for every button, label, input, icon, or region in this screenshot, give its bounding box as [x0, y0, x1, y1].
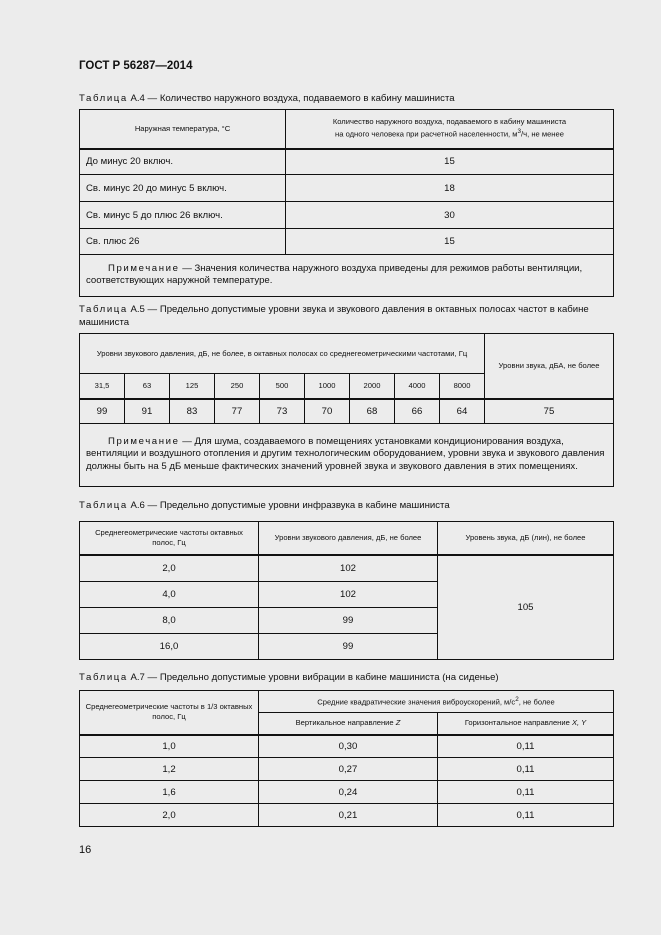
table-row: Св. минус 5 до плюс 26 включ. 30: [80, 202, 614, 229]
table-row: 8,0 99: [80, 608, 614, 634]
table-a6-col3-header: Уровень звука, дБ (лин), не более: [438, 522, 614, 555]
table-row: 1,6 0,24 0,11: [80, 781, 614, 804]
table-a6: [79, 521, 614, 660]
table-a4: [79, 109, 614, 297]
table-a7: [79, 690, 614, 827]
table-a5-frequency-row: 31,5 63 125 250 500 1000 2000 4000 8000: [80, 374, 614, 399]
table-a4-col1-header: Наружная температура, °С: [80, 110, 286, 149]
table-a7-vertical-header: Вертикальное направление Z: [259, 713, 438, 735]
doc-code: ГОСТ Р 56287—2014: [79, 60, 193, 72]
table-a4-col2-header: Количество наружного воздуха, подаваемого в кабину машиниста на одного человека при расчетной населенности, $м^3/ч$, не менее: [286, 110, 614, 149]
table-row: Св. плюс 26 15: [80, 229, 614, 255]
table-a5-caption: Таблица А.5 — Предельно допустимые уровни звука и звукового давления в октавных полосах частот в кабине машиниста: [79, 304, 589, 328]
table-a7-caption: Таблица А.7 — Предельно допустимые уровни вибрации в кабине машиниста (на сиденье): [79, 672, 499, 683]
table-a5-level-header: Уровни звука, дБА, не более: [485, 334, 614, 399]
table-a5-note-row: [80, 424, 614, 487]
table-a6-col1-header: Среднегеометрические частоты октавных полос, Гц: [80, 522, 259, 555]
table-a7-group-header: Средние квадратические значения виброускорений, $м/с^2$, не более: [259, 691, 614, 713]
table-a4-note-row: [80, 255, 614, 297]
table-row: Св. минус 20 до минус 5 включ. 18: [80, 175, 614, 202]
table-a7-col1-header: Среднегеометрические частоты в 1/3 октавных полос, Гц: [80, 691, 259, 735]
table-row: 2,0 102 105: [80, 555, 614, 582]
table-row: 4,0 102: [80, 582, 614, 608]
table-a7-horizontal-header: Горизонтальное направление X, Y: [438, 713, 614, 735]
table-a5-note: Примечание — Для шума, создаваемого в помещениях установками кондиционирования воздуха, вентиляции и воздушного отопления и другим технологическим оборудованием, уровни звука и звукового давления должны быть на 5 дБ меньше фактических значений уровней звука и звукового давления в этих помещениях.: [80, 424, 614, 487]
table-a4-note: Примечание — Значения количества наружного воздуха приведены для режимов работы вентиляции, соответствующих наружной температуре.: [80, 255, 614, 297]
table-a6-total: 105: [438, 555, 614, 660]
table-row: 1,2 0,27 0,11: [80, 758, 614, 781]
table-a5: [79, 333, 614, 487]
page-number: 16: [79, 844, 92, 856]
table-row: 1,0 0,30 0,11: [80, 735, 614, 758]
table-a4-caption: Таблица А.4 — Количество наружного воздуха, подаваемого в кабину машиниста: [79, 93, 455, 104]
table-a5-group-header: Уровни звукового давления, дБ, не более, в октавных полосах со среднегеометрическими частотами, Гц: [80, 334, 485, 374]
table-row: 16,0 99: [80, 634, 614, 660]
table-a5-values-row: 99 91 83 77 73 70 68 66 64 75: [80, 399, 614, 424]
table-a6-caption: Таблица А.6 — Предельно допустимые уровни инфразвука в кабине машиниста: [79, 500, 450, 511]
table-row: До минус 20 включ. 15: [80, 149, 614, 175]
table-a6-col2-header: Уровни звукового давления, дБ, не более: [259, 522, 438, 555]
table-row: 2,0 0,21 0,11: [80, 804, 614, 827]
